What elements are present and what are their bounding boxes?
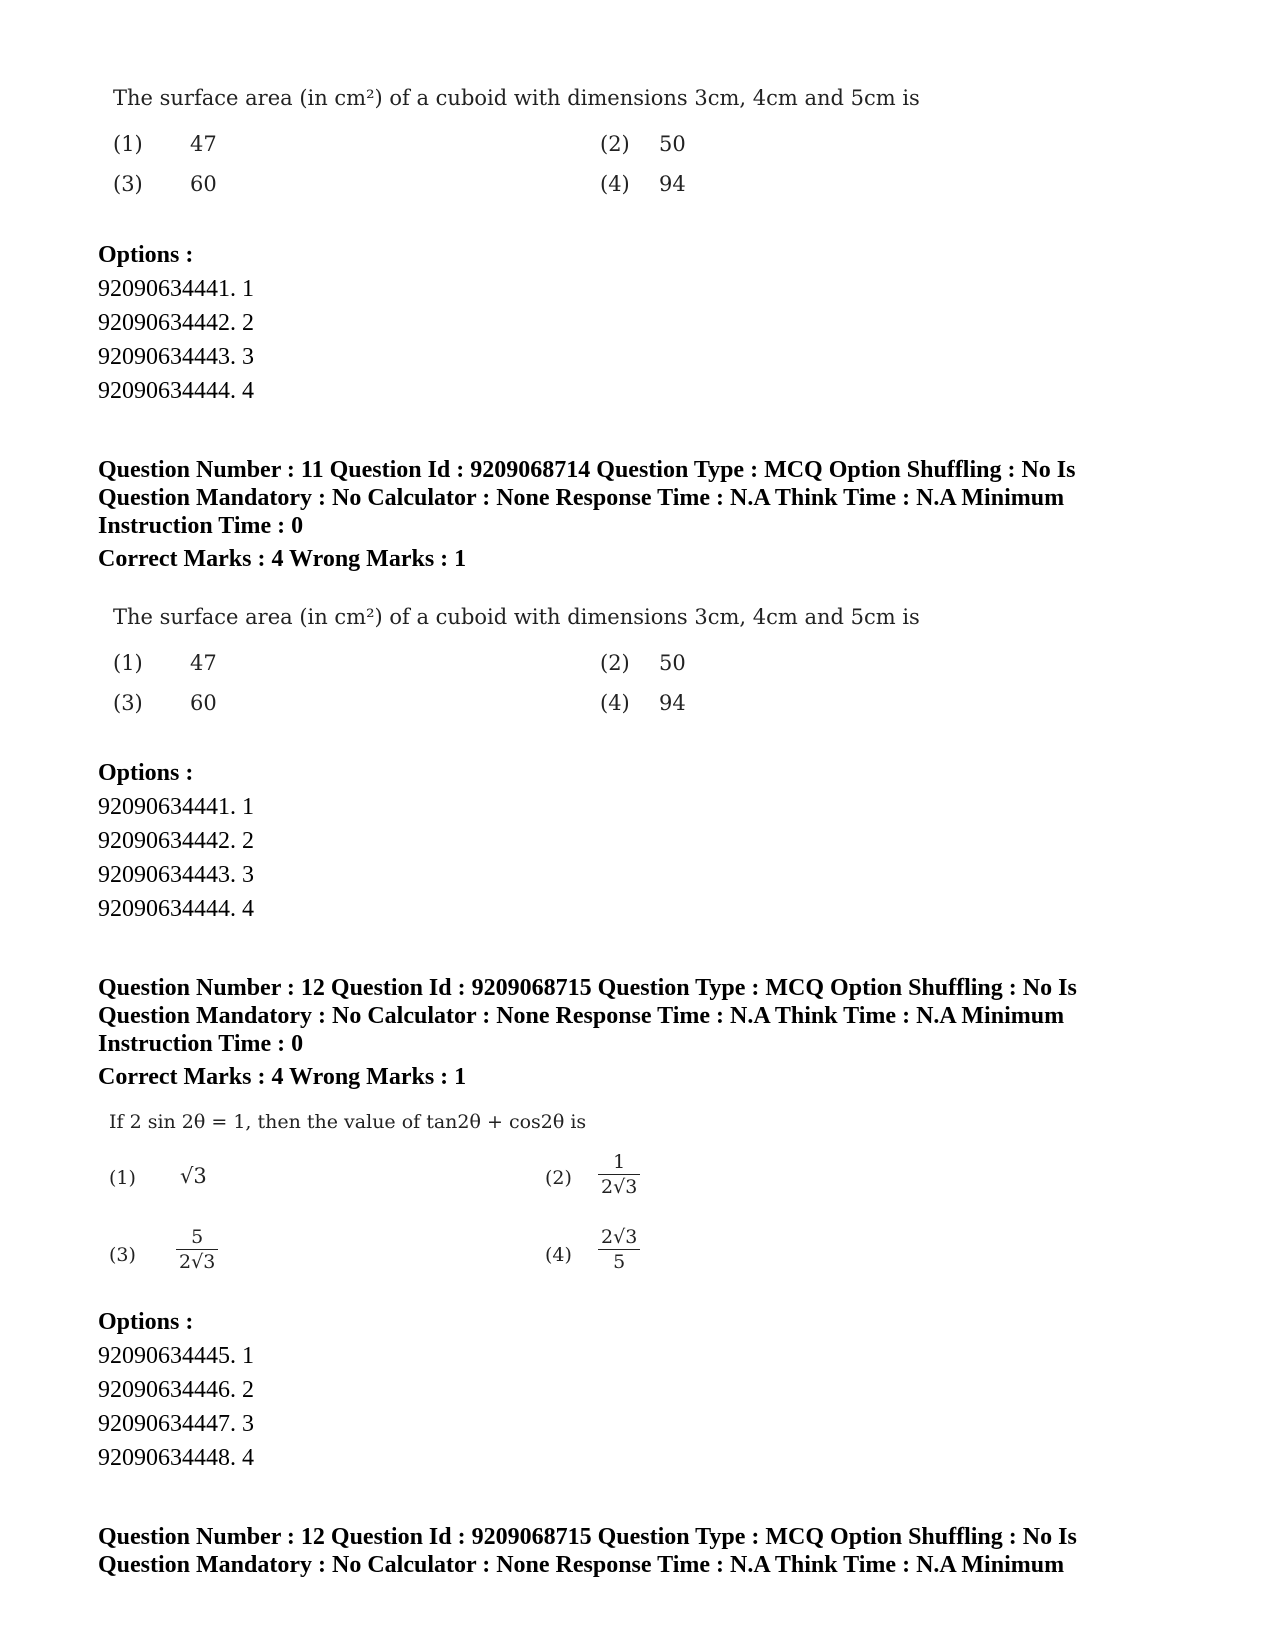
- question-text: The surface area (in cm²) of a cuboid with dimensions 3cm, 4cm and 5cm is: [113, 605, 920, 629]
- option-line: 92090634443. 3: [98, 344, 254, 370]
- question-meta: [98, 1523, 1208, 1579]
- options-label: Options :: [98, 242, 194, 268]
- meta-line: Question Mandatory : No Calculator : None Response Time : N.A Think Time : N.A Minimum: [98, 1003, 1065, 1029]
- fraction-denominator: 2√3: [601, 1176, 638, 1198]
- fraction-numerator: 5: [176, 1225, 218, 1250]
- meta-line: Instruction Time : 0: [98, 513, 304, 539]
- option-line: 92090634443. 3: [98, 862, 254, 888]
- fraction: [598, 1150, 640, 1199]
- question-meta: [98, 456, 1208, 540]
- question-text: The surface area (in cm²) of a cuboid with dimensions 3cm, 4cm and 5cm is: [113, 86, 920, 110]
- choice-number: (1): [109, 1167, 136, 1189]
- choice-value: 60: [190, 172, 217, 196]
- option-line: 92090634441. 1: [98, 276, 254, 302]
- choice-value: 50: [659, 132, 686, 156]
- choice-number: (3): [113, 691, 143, 715]
- meta-line: Question Number : 12 Question Id : 9209068715 Question Type : MCQ Option Shuffling : No Is: [98, 975, 1077, 1001]
- marks-line: Correct Marks : 4 Wrong Marks : 1: [98, 546, 467, 572]
- option-line: 92090634442. 2: [98, 310, 254, 336]
- choice-number: (1): [113, 651, 143, 675]
- option-line: 92090634444. 4: [98, 896, 254, 922]
- choice-value: 60: [190, 691, 217, 715]
- option-line: 92090634444. 4: [98, 378, 254, 404]
- meta-line: Question Number : 11 Question Id : 9209068714 Question Type : MCQ Option Shuffling : No Is: [98, 457, 1076, 483]
- choice-number: (3): [109, 1244, 136, 1266]
- choice-value: 47: [190, 651, 217, 675]
- choice-number: (3): [113, 172, 143, 196]
- marks-line: Correct Marks : 4 Wrong Marks : 1: [98, 1064, 467, 1090]
- choice-value: 47: [190, 132, 217, 156]
- choice-value: 94: [659, 691, 686, 715]
- option-line: 92090634442. 2: [98, 828, 254, 854]
- fraction: [176, 1225, 218, 1274]
- meta-line: Instruction Time : 0: [98, 1031, 304, 1057]
- options-label: Options :: [98, 760, 194, 786]
- fraction-numerator: 1: [598, 1150, 640, 1175]
- option-line: 92090634441. 1: [98, 794, 254, 820]
- choice-value: 94: [659, 172, 686, 196]
- fraction-numerator: 2√3: [598, 1225, 640, 1250]
- question-meta: [98, 974, 1208, 1058]
- meta-line: Question Mandatory : No Calculator : None Response Time : N.A Think Time : N.A Minimum: [98, 1552, 1065, 1578]
- option-line: 92090634446. 2: [98, 1377, 254, 1403]
- fraction-denominator: 5: [613, 1251, 626, 1273]
- choice-number: (4): [600, 172, 630, 196]
- choice-number: (2): [600, 651, 630, 675]
- options-label: Options :: [98, 1309, 194, 1335]
- fraction: [598, 1225, 640, 1274]
- meta-line: Question Mandatory : No Calculator : None Response Time : N.A Think Time : N.A Minimum: [98, 485, 1065, 511]
- choice-number: (1): [113, 132, 143, 156]
- choice-number: (4): [600, 691, 630, 715]
- option-line: 92090634447. 3: [98, 1411, 254, 1437]
- choice-number: (2): [545, 1167, 572, 1189]
- option-line: 92090634445. 1: [98, 1343, 254, 1369]
- fraction-denominator: 2√3: [179, 1251, 216, 1273]
- question-text: If 2 sin 2θ = 1, then the value of tan2θ + cos2θ is: [109, 1111, 587, 1133]
- option-line: 92090634448. 4: [98, 1445, 254, 1471]
- meta-line: Question Number : 12 Question Id : 9209068715 Question Type : MCQ Option Shuffling : No Is: [98, 1524, 1077, 1550]
- choice-value: 50: [659, 651, 686, 675]
- choice-number: (4): [545, 1244, 572, 1266]
- choice-value: √3: [180, 1164, 207, 1188]
- choice-number: (2): [600, 132, 630, 156]
